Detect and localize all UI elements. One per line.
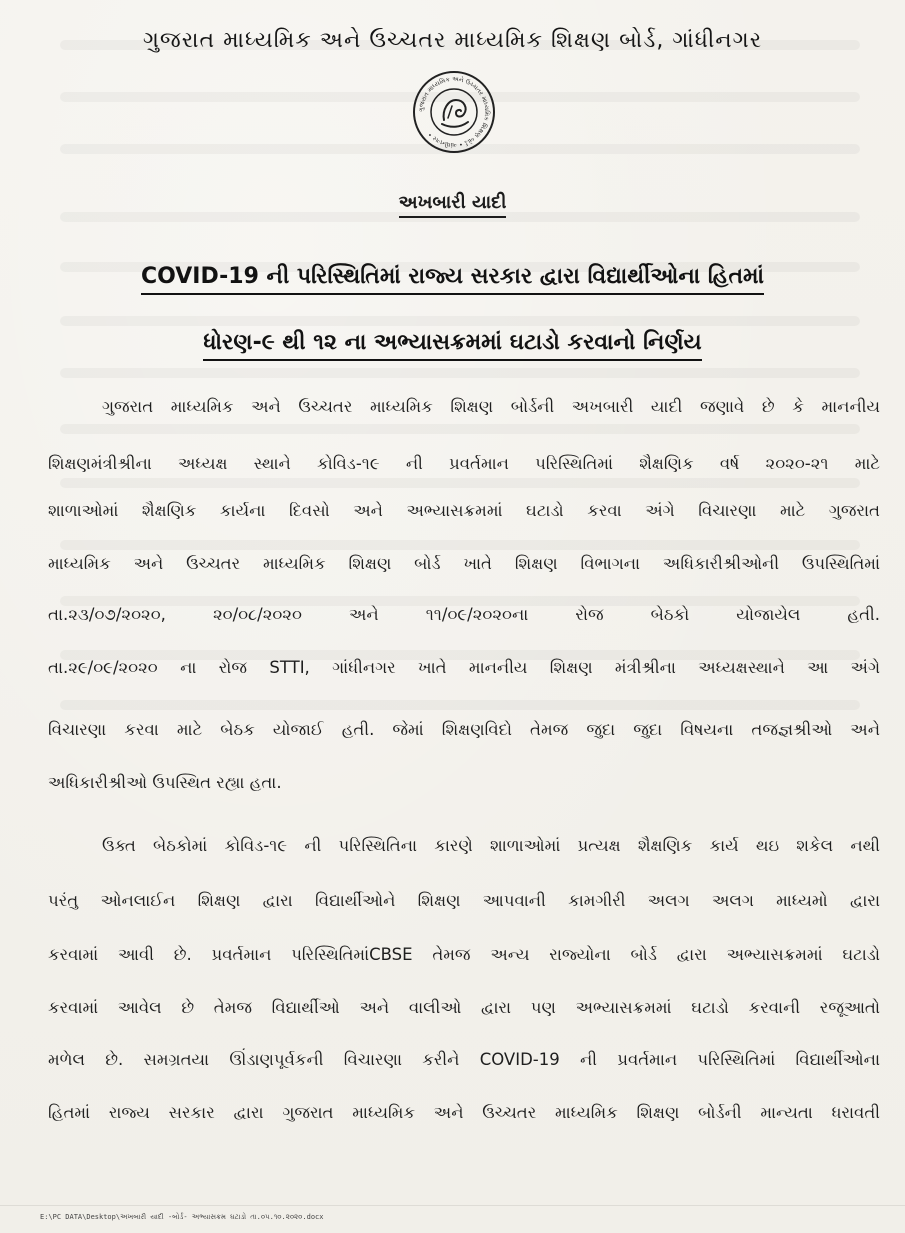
svg-text:ગુજરાત માધ્યમિક અને ઉચ્ચતર માધ (418, 75, 491, 149)
press-release-title-text: અખબારી યાદી (399, 192, 507, 218)
paragraph-2-line: હિતમાં રાજ્ય સરકાર દ્વારા ગુજરાત માધ્યમિક અને ઉચ્ચતર માધ્યમિક શિક્ષણ બોર્ડની માન્યતા ધરાવતી (48, 1103, 880, 1122)
bleed-through-line (60, 540, 860, 550)
board-seal-icon (412, 70, 496, 154)
footer-file-path: E:\PC DATA\Desktop\અખબારી યાદી -બોર્ડ- અભ્યાસક્રમ ઘટાડો તા.૦૫.૧૦.૨૦૨૦.docx (40, 1213, 324, 1221)
headline-line-2-text: ધોરણ-૯ થી ૧૨ ના અભ્યાસક્રમમાં ઘટાડો કરવાનો નિર્ણય (203, 330, 701, 361)
paragraph-1-line: માધ્યમિક અને ઉચ્ચતર માધ્યમિક શિક્ષણ બોર્ડ ખાતે શિક્ષણ વિભાગના અધિકારીશ્રીઓની ઉપસ્થિતિમાં (48, 554, 880, 573)
paragraph-1-line: તા.૨૯/૦૯/૨૦૨૦ ના રોજ STTI, ગાંધીનગર ખાતે માનનીય શિક્ષણ મંત્રીશ્રીના અધ્યક્ષસ્થાને આ અંગે (48, 658, 880, 677)
paragraph-1-line: તા.૨૩/૦૭/૨૦૨૦, ૨૦/૦૮/૨૦૨૦ અને ૧૧/૦૯/૨૦૨૦ના રોજ બેઠકો યોજાયેલ હતી. (48, 605, 880, 624)
paragraph-1-line: અધિકારીશ્રીઓ ઉપસ્થિત રહ્યા હતા. (48, 773, 282, 792)
bleed-through-line (60, 316, 860, 326)
paragraph-1-line: શાળાઓમાં શૈક્ષણિક કાર્યના દિવસો અને અભ્યાસક્રમમાં ઘટાડો કરવા અંગે વિચારણા માટે ગુજરાત (48, 501, 880, 520)
paragraph-2-line: કરવામાં આવી છે. પ્રવર્તમાન પરિસ્થિતિમાંCBSE તેમજ અન્ય રાજ્યોના બોર્ડ દ્વારા અભ્યાસક્રમમાં ઘટાડો (48, 945, 880, 964)
headline-line-1 (0, 264, 905, 289)
press-release-title (0, 192, 905, 213)
paragraph-2-line: પરંતુ ઓનલાઈન શિક્ષણ દ્વારા વિદ્યાર્થીઓને શિક્ષણ આપવાની કામગીરી અલગ અલગ માધ્યમો દ્વારા (48, 891, 880, 910)
headline-line-1-text: COVID-19 ની પરિસ્થિતિમાં રાજ્ય સરકાર દ્વારા વિદ્યાર્થીઓના હિતમાં (141, 264, 764, 295)
bleed-through-line (60, 478, 860, 488)
bleed-through-line (60, 700, 860, 710)
seal-text: ગુજરાત માધ્યમિક અને ઉચ્ચતર માધ્યમિક શિક્ષણ બોર્ડ • ગાંધીનગર • (417, 75, 491, 149)
board-name-heading: ગુજરાત માધ્યમિક અને ઉચ્ચતર માધ્યમિક શિક્ષણ બોર્ડ, ગાંધીનગર (142, 28, 763, 53)
page-divider (0, 1205, 905, 1206)
paragraph-2-line: ઉક્ત બેઠકોમાં કોવિડ-૧૯ ની પરિસ્થિતિના કારણે શાળાઓમાં પ્રત્યક્ષ શૈક્ષણિક કાર્ય થઇ શકેલ નથી (102, 836, 880, 855)
headline-line-2 (0, 330, 905, 355)
bleed-through-line (60, 424, 860, 434)
paragraph-1-line: શિક્ષણમંત્રીશ્રીના અધ્યક્ષ સ્થાને કોવિડ-૧૯ ની પ્રવર્તમાન પરિસ્થિતિમાં શૈક્ષણિક વર્ષ ૨૦૨૦-૨૧ માટે (48, 454, 880, 473)
paragraph-1-line: વિચારણા કરવા માટે બેઠક યોજાઈ હતી. જેમાં શિક્ષણવિદો તેમજ જુદા જુદા વિષયના તજજ્ઞશ્રીઓ અને (48, 720, 880, 739)
paragraph-2-line: કરવામાં આવેલ છે તેમજ વિદ્યાર્થીઓ અને વાલીઓ દ્વારા પણ અભ્યાસક્રમમાં ઘટાડો કરવાની રજૂઆતો (48, 998, 880, 1017)
paragraph-2-line: મળેલ છે. સમગ્રતયા ઊંડાણપૂર્વકની વિચારણા કરીને COVID-19 ની પ્રવર્તમાન પરિસ્થિતિમાં વિદ્યાર્થીઓના (48, 1050, 880, 1069)
bleed-through-line (60, 368, 860, 378)
paragraph-1-line: ગુજરાત માધ્યમિક અને ઉચ્ચતર માધ્યમિક શિક્ષણ બોર્ડની અખબારી યાદી જણાવે છે કે માનનીય (102, 397, 880, 416)
